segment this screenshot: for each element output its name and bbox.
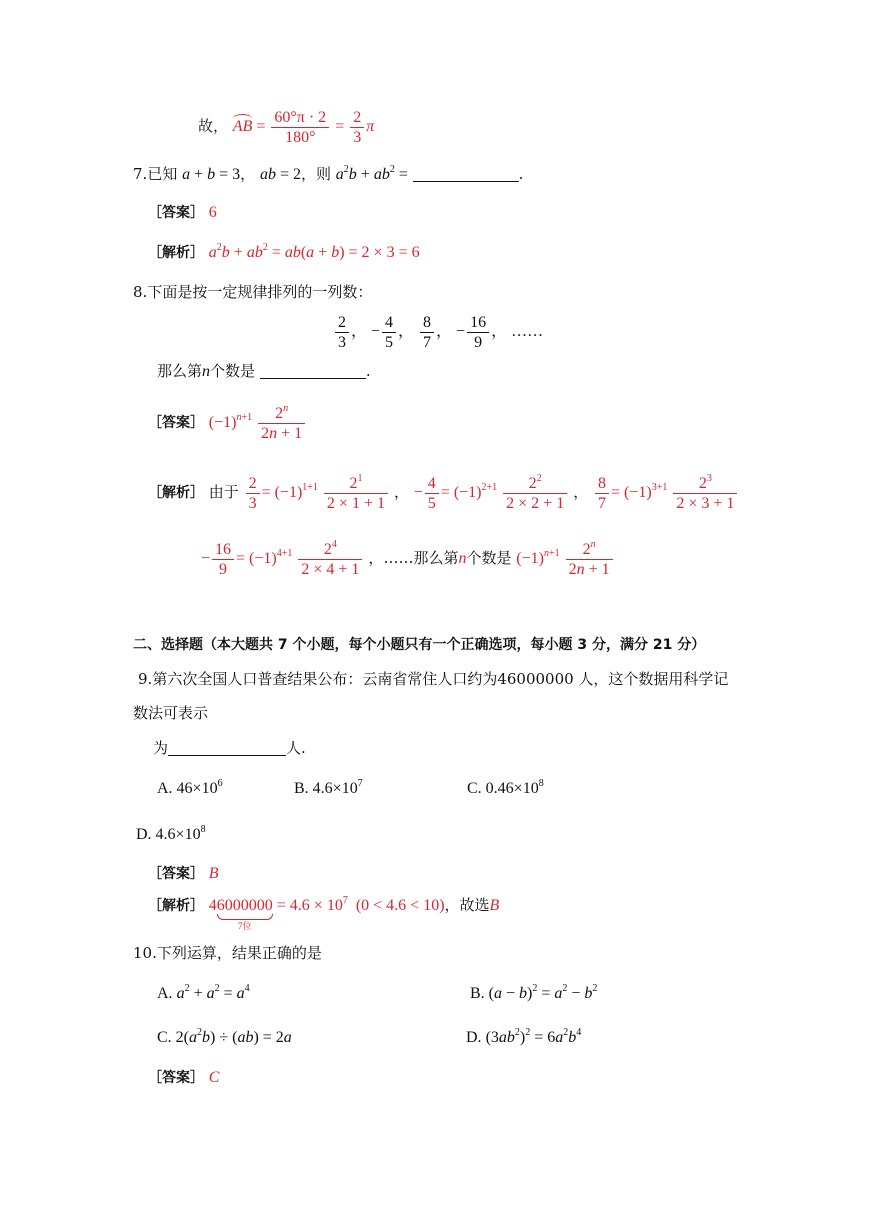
so-text: 故， xyxy=(198,117,229,136)
arc-ab: AB xyxy=(232,118,253,136)
q9-blank xyxy=(168,755,286,756)
q7-analysis: ［解析］ $a^2b + ab^2 = ab(a + b) = 2 \times 3 = 6$ xyxy=(148,242,420,261)
question-7: 7.已知 a + b = 3， ab = 2，则 $a^2b + ab^2$ = . xyxy=(133,164,524,183)
q7-answer: ［答案］ 6 xyxy=(148,204,217,221)
question-9-line2: 数法可表示 xyxy=(133,704,209,722)
q10-option-a[interactable]: A. $a^2 + a^2 = a^4$ xyxy=(157,983,250,1002)
q9-option-d[interactable]: D. $4.6\times 10^8$ xyxy=(136,824,206,843)
question-8: 8.下面是按一定规律排列的一列数： xyxy=(133,283,373,301)
q8-answer: ［答案］ $(-1)^{n+1}$ $\frac{2^n}{2n + 1}$ xyxy=(148,404,307,443)
q10-answer: ［答案］ C xyxy=(148,1069,220,1086)
fraction-60pi2-180: $\frac{60^\circ\pi \cdot 2}{180^\circ}$ xyxy=(271,108,329,147)
q8-analysis: ［解析］ 由于 $\frac{2}{3}$ = $(-1)^{1+1}$ $\frac{2^1}{2 \times 1 + 1}$ ， − $\frac{4}{5}$ = $(-1)^{2+1}$ $\frac{2^2}{2 \times 2 + 1}$ ， $\frac{8}{7}$ = $(-1)^{3+1}$ $\frac{2^3}{2 \times 3 + 1}$ xyxy=(148,474,739,513)
q9-option-a[interactable]: A. $46\times 10^6$ xyxy=(157,778,223,797)
q8-blank xyxy=(260,378,366,379)
q10-option-d[interactable]: D. $(3ab^2)^2 = 6a^2b^4$ xyxy=(466,1027,582,1046)
section-2-title: 二、选择题（本大题共 7 个小题，每个小题只有一个正确选项，每小题 3 分，满分 21 分） xyxy=(133,637,706,653)
question-9-line3: 为 人. xyxy=(153,739,306,757)
q9-analysis: ［解析］ 46000000 7位 = $4.6 \times 10^7$ (0 < 4.6 < 10)，故选B xyxy=(148,895,500,931)
arc-length-line: 故， AB = $\frac{60^\circ\pi \cdot 2}{180^\circ}$ = $\frac{2}{3}$ π xyxy=(198,109,375,146)
q9-option-b[interactable]: B. $4.6\times 10^7$ xyxy=(294,778,363,797)
q8-analysis-line2: − $\frac{16}{9}$ = $(-1)^{4+1}$ $\frac{2^4}{2 \times 4 + 1}$ ，……那么第n个数是 $(-1)^{n+1}$ $\frac{2^n}{2n + 1}$ xyxy=(201,540,615,579)
question-10: 10.下列运算，结果正确的是 xyxy=(133,944,322,962)
q9-answer: ［答案］ B xyxy=(148,865,219,882)
q7-blank xyxy=(413,181,519,182)
question-9: 9.第六次全国人口普查结果公布：云南省常住人口约为46000000 人，这个数据用科学记 xyxy=(138,670,729,688)
q8-sequence: $\frac{2}{3}$ ， − $\frac{4}{5}$ ， $\frac{8}{7}$ ， − $\frac{16}{9}$ ， …… xyxy=(333,313,543,352)
q10-option-b[interactable]: B. $(a - b)^2 = a^2 - b^2$ xyxy=(470,983,598,1002)
seven-digit-brace: 6000000 7位 xyxy=(216,897,273,931)
q9-option-c[interactable]: C. $0.46\times 10^8$ xyxy=(467,778,544,797)
q8-ask: 那么第n个数是 . xyxy=(157,362,371,380)
q10-option-c[interactable]: C. $2(a^2b) \div (ab) = 2a$ xyxy=(157,1027,292,1046)
